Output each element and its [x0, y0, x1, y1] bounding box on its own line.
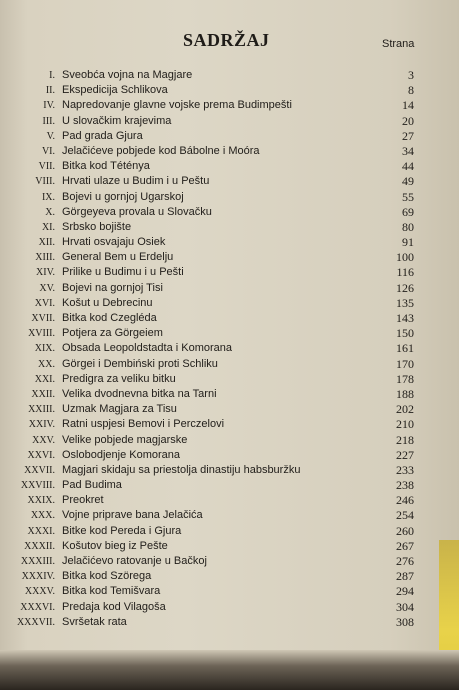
chapter-title: Jelačićeve pobjede kod Bábolne i Moóra: [62, 144, 260, 157]
page-number: 246: [396, 493, 414, 508]
chapter-number: XII.: [38, 237, 55, 249]
chapter-number: XI.: [41, 221, 55, 233]
chapter-title: Bitka kod Temišvara: [62, 585, 161, 598]
page-number: 100: [396, 250, 414, 265]
chapter-title: Velika dvodnevna bitka na Tarni: [62, 387, 217, 400]
page-number: 218: [396, 432, 414, 447]
toc-entry: [0, 372, 430, 387]
chapter-number: XXXV.: [24, 586, 55, 598]
toc-entry: [0, 190, 430, 205]
chapter-number: XXXIV.: [21, 571, 55, 583]
chapter-number: I.: [49, 70, 55, 81]
toc-entry: [0, 83, 430, 98]
chapter-title: Napredovanje glavne vojske prema Budimpešti: [62, 99, 292, 112]
page-number: 161: [396, 341, 414, 356]
toc-entry: [0, 311, 430, 326]
chapter-number: XIX.: [34, 343, 55, 355]
chapter-number: XXX.: [30, 510, 55, 522]
toc-entry: [0, 448, 430, 463]
chapter-number: XXVIII.: [20, 480, 55, 492]
page-number: 170: [396, 356, 414, 371]
toc-entry: [0, 433, 430, 448]
chapter-number: XXXVII.: [16, 616, 55, 628]
page-number: 210: [396, 417, 414, 432]
chapter-number: II.: [45, 85, 55, 97]
table-of-contents: [0, 68, 430, 630]
toc-entry: [0, 326, 430, 341]
chapter-title: Predaja kod Vilagoša: [62, 600, 166, 613]
toc-entry: [0, 220, 430, 235]
chapter-number: XXVI.: [27, 449, 55, 461]
chapter-number: XXIV.: [28, 419, 55, 431]
page-number: 227: [396, 447, 414, 462]
page-number: 126: [396, 280, 414, 295]
page-number: 276: [396, 554, 414, 568]
page-number: 267: [396, 538, 414, 553]
page-number: 202: [396, 402, 414, 417]
page-number: 49: [402, 174, 414, 189]
page-number: 287: [396, 569, 414, 584]
toc-entry: [0, 281, 430, 296]
toc-entry: [0, 357, 430, 372]
toc-entry: [0, 615, 430, 630]
chapter-number: XVIII.: [28, 328, 55, 340]
page-number: 116: [396, 265, 414, 280]
page-number: 188: [396, 386, 414, 401]
toc-entry: [0, 129, 430, 144]
toc-entry: [0, 174, 430, 189]
chapter-title: Košutov bieg iz Pešte: [62, 539, 168, 552]
toc-entry: [0, 584, 430, 599]
chapter-title: Sveobća vojna na Magjare: [62, 69, 193, 81]
chapter-title: General Bem u Erdelju: [62, 251, 174, 264]
toc-entry: [0, 463, 430, 478]
toc-entry: [0, 387, 430, 402]
toc-entry: [0, 98, 430, 113]
chapter-title: Ekspedicija Schlikova: [62, 84, 168, 97]
toc-entry: [0, 341, 430, 356]
chapter-title: Magjari skidaju sa priestolja dinastiju habsburžku: [62, 463, 301, 476]
toc-entry: [0, 250, 430, 265]
chapter-title: Hrvati ulaze u Budim i u Peštu: [62, 175, 210, 188]
page-number: 233: [396, 462, 414, 477]
chapter-title: Srbsko bojište: [62, 220, 132, 233]
page-number: 20: [402, 113, 414, 128]
page-number: 34: [402, 143, 414, 158]
chapter-number: XXXII.: [24, 540, 55, 552]
chapter-title: Ratni uspjesi Bemovi i Perczelovi: [62, 418, 225, 431]
chapter-number: V.: [46, 130, 55, 142]
page-number: 91: [402, 235, 414, 250]
chapter-number: VI.: [41, 145, 55, 157]
chapter-title: Hrvati osvajaju Osiek: [62, 236, 166, 249]
chapter-title: Vojne priprave bana Jelačića: [62, 509, 203, 522]
chapter-number: VIII.: [35, 176, 55, 188]
chapter-title: Görgeyeva provala u Slovačku: [62, 205, 212, 218]
page-number: 308: [396, 614, 414, 629]
chapter-number: XXII.: [31, 388, 55, 400]
page-number: 3: [408, 68, 414, 82]
chapter-number: XIV.: [36, 267, 55, 279]
chapter-title: Predigra za veliku bitku: [62, 372, 176, 385]
chapter-title: Bitke kod Pereda i Gjura: [62, 524, 182, 537]
chapter-title: Obsada Leopoldstadta i Komorana: [62, 342, 233, 355]
page-number: 178: [396, 371, 414, 386]
chapter-number: VII.: [38, 161, 55, 173]
chapter-title: Prilike u Budimu i u Pešti: [62, 266, 184, 279]
chapter-number: XVI.: [34, 297, 55, 309]
chapter-title: Pad Budima: [62, 479, 122, 492]
chapter-title: Velike pobjede magjarske: [62, 433, 188, 446]
toc-entry: [0, 68, 430, 83]
toc-entry: [0, 402, 430, 417]
page-number: 80: [402, 219, 414, 234]
toc-entry: [0, 114, 430, 129]
chapter-number: XXIII.: [28, 404, 55, 416]
toc-entry: [0, 554, 430, 569]
chapter-number: XXXI.: [27, 525, 55, 537]
toc-entry: [0, 539, 430, 554]
page-number: 260: [396, 523, 414, 538]
chapter-title: Svršetak rata: [62, 615, 127, 628]
page-number: 44: [402, 159, 414, 174]
toc-entry: [0, 417, 430, 432]
toc-entry: [0, 296, 430, 311]
chapter-number: XXXIII.: [20, 556, 55, 567]
chapter-number: XXV.: [32, 434, 55, 446]
page-number: 55: [402, 189, 414, 204]
chapter-number: IX.: [41, 191, 55, 203]
chapter-number: XVII.: [31, 313, 55, 324]
chapter-title: Bitka kod Szörega: [62, 570, 152, 583]
chapter-title: Oslobodjenje Komorana: [62, 448, 181, 461]
chapter-number: XXIX.: [27, 495, 55, 507]
chapter-title: Uzmak Magjara za Tisu: [62, 403, 177, 416]
page-number: 238: [396, 478, 414, 493]
chapter-number: XV.: [39, 282, 55, 294]
chapter-title: U slovačkim krajevima: [62, 114, 172, 127]
chapter-number: XXVII.: [24, 464, 55, 476]
chapter-title: Bojevi na gornjoj Tisi: [62, 281, 163, 294]
toc-entry: [0, 159, 430, 174]
page-number: 135: [396, 295, 414, 310]
page-number: 27: [402, 128, 414, 143]
page-number: 304: [396, 599, 414, 614]
chapter-title: Jelačićevo ratovanje u Bačkoj: [62, 555, 207, 567]
toc-entry: [0, 600, 430, 615]
chapter-title: Bojevi u gornjoj Ugarskoj: [62, 190, 184, 203]
chapter-number: XX.: [38, 358, 55, 370]
toc-entry: [0, 205, 430, 220]
chapter-number: XXI.: [34, 373, 55, 385]
chapter-title: Preokret: [62, 494, 104, 507]
chapter-title: Bitka kod Téténya: [62, 160, 150, 173]
chapter-title: Potjera za Görgeiem: [62, 327, 163, 340]
page-number: 254: [396, 508, 414, 523]
chapter-number: III.: [42, 115, 55, 127]
chapter-number: IV.: [43, 100, 55, 112]
page-number: 143: [396, 311, 414, 325]
toc-entry: [0, 524, 430, 539]
page-title: SADRŽAJ: [183, 30, 270, 50]
chapter-number: XIII.: [35, 252, 55, 264]
page-number: 69: [402, 204, 414, 219]
toc-entry: [0, 493, 430, 508]
toc-entry: [0, 235, 430, 250]
chapter-number: X.: [45, 206, 55, 218]
chapter-title: Pad grada Gjura: [62, 129, 143, 142]
chapter-number: XXXVI.: [20, 601, 55, 613]
page-shadow: [0, 650, 459, 690]
page-number: 8: [408, 83, 414, 98]
toc-entry: [0, 478, 430, 493]
page-number: 14: [402, 98, 414, 113]
chapter-title: Görgei i Dembiński proti Schliku: [62, 357, 218, 370]
toc-entry: [0, 569, 430, 584]
page-number: 150: [396, 326, 414, 341]
toc-entry: [0, 508, 430, 523]
page-column-label: Strana: [382, 38, 415, 50]
page-number: 294: [396, 584, 414, 599]
chapter-title: Bitka kod Czegléda: [62, 312, 157, 324]
toc-entry: [0, 144, 430, 159]
chapter-title: Košut u Debrecinu: [62, 296, 153, 309]
toc-entry: [0, 265, 430, 280]
